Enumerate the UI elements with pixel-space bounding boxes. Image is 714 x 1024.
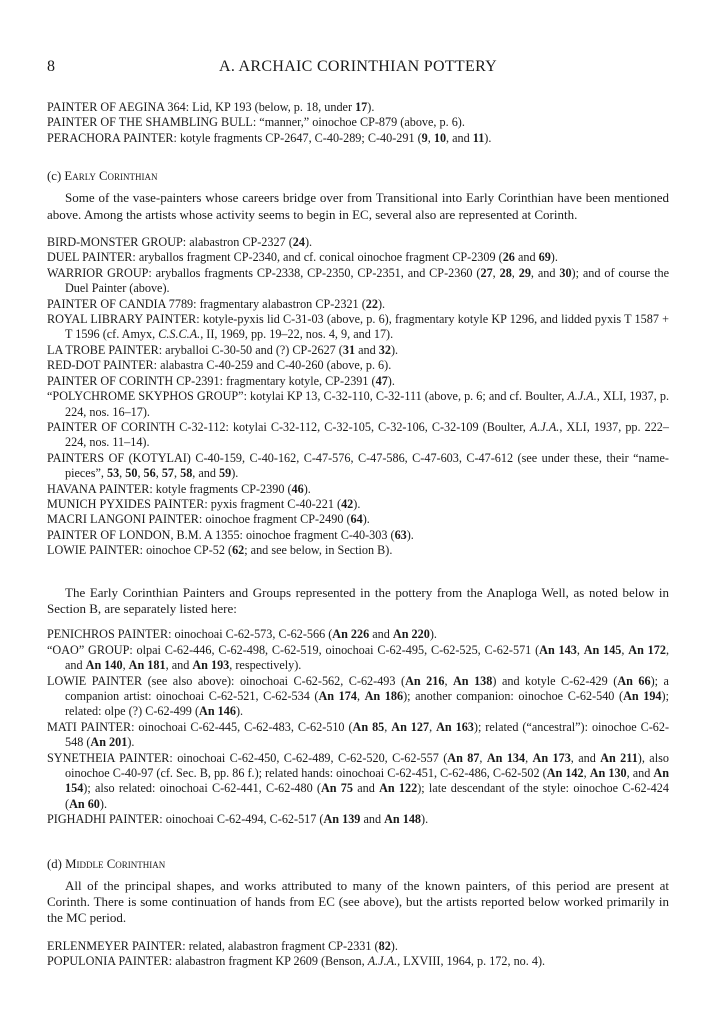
painter-entry: PAINTER OF CORINTH CP-2391: fragmentary kotyle, CP-2391 (47). [47,373,395,388]
page-number: 8 [47,58,55,75]
painter-entry: SYNETHEIA PAINTER: oinochoai C-62-450, C-62-489, C-62-520, C-62-557 (An 87, An 134, An 173, and An 211), also oinochoe C-40-97 (cf. Sec. B, pp. 86 f.); related hands: oinochoai C-62-451, C-62-486, C-62-502 (An 142, An 130, and An 154); also related: oinochoai C-62-441, C-62-480 (An 75 and An 122); late descendant of the style: oinochoe C-62-424 (An 60). [47,750,669,811]
running-title: A. ARCHAIC CORINTHIAN POTTERY [218,58,498,75]
painter-entry: HAVANA PAINTER: kotyle fragments CP-2390 (46). [47,481,311,496]
painter-entry: PAINTER OF CANDIA 7789: fragmentary alabastron CP-2321 (22). [47,296,386,311]
early-corinthian-painter-list [47,235,669,559]
transitional-painter-list [47,100,669,146]
painter-entry: WARRIOR GROUP: aryballos fragments CP-2338, CP-2350, CP-2351, and CP-2360 (27, 28, 29, and 30); and of course the Duel Painter (above). [47,265,669,296]
painter-entry: LA TROBE PAINTER: aryballoi C-30-50 and (?) CP-2627 (31 and 32). [47,342,399,357]
painter-entry: PENICHROS PAINTER: oinochoai C-62-573, C-62-566 (An 226 and An 220). [47,627,437,642]
painter-entry: BIRD-MONSTER GROUP: alabastron CP-2327 (24). [47,235,313,250]
painter-entry: PAINTER OF THE SHAMBLING BULL: “manner,” oinochoe CP-879 (above, p. 6). [47,115,465,130]
painter-entry: RED-DOT PAINTER: alabastra C-40-259 and C-40-260 (above, p. 6). [47,358,392,373]
painter-entry: LOWIE PAINTER (see also above): oinochoai C-62-562, C-62-493 (An 216, An 138) and kotyle C-62-429 (An 66); a companion artist: oinochoai C-62-521, C-62-534 (An 174, An 186); another companion: oinochoe C-62-540 (An 194); related: olpe (?) C-62-499 (An 146). [47,673,669,719]
painter-entry: PIGHADHI PAINTER: oinochoai C-62-494, C-62-517 (An 139 and An 148). [47,812,429,827]
painter-entry: DUEL PAINTER: aryballos fragment CP-2340, and cf. conical oinochoe fragment CP-2309 (26 and 69). [47,250,558,265]
painter-entry: MATI PAINTER: oinochoai C-62-445, C-62-483, C-62-510 (An 85, An 127, An 163); related (“ancestral”): oinochoe C-62-548 (An 201). [47,719,669,750]
anaploga-painter-list [47,627,669,827]
painter-entry: PAINTER OF AEGINA 364: Lid, KP 193 (below, p. 18, under 17). [47,100,375,114]
painter-entry: PAINTER OF CORINTH C-32-112: kotylai C-32-112, C-32-105, C-32-106, C-32-109 (Boulter, A.J.A., XLI, 1937, pp. 222–224, nos. 11–14). [47,419,669,450]
page-header [47,58,669,80]
document-page [47,58,669,970]
section-heading-early-corinthian: (c) Early Corinthian [47,169,158,184]
painter-entry: PERACHORA PAINTER: kotyle fragments CP-2647, C-40-289; C-40-291 (9, 10, and 11). [47,130,492,145]
anaploga-intro-paragraph: The Early Corinthian Painters and Groups represented in the pottery from the Anaploga Well, as noted below in Section B, are separately listed here: [47,584,669,616]
painter-entry: MACRI LANGONI PAINTER: oinochoe fragment CP-2490 (64). [47,512,370,527]
section-intro-paragraph: All of the principal shapes, and works attributed to many of the known painters, of this period are present at Corinth. There is some continuation of hands from EC (see above), but the artists reported below worked primarily in the MC period. [47,877,669,926]
painter-entry: LOWIE PAINTER: oinochoe CP-52 (62; and see below, in Section B). [47,543,393,558]
painter-entry: “POLYCHROME SKYPHOS GROUP”: kotylai KP 13, C-32-110, C-32-111 (above, p. 6; and cf. Boulter, A.J.A., XLI, 1937, p. 224, nos. 16–17). [47,389,670,419]
section-intro-paragraph: Some of the vase-painters whose careers bridge over from Transitional into Early Corinthian have been mentioned above. Among the artists whose activity seems to begin in EC, several also are represented at Corinth. [47,190,669,222]
painter-entry: PAINTERS OF (KOTYLAI) C-40-159, C-40-162, C-47-576, C-47-586, C-47-603, C-47-612 (see under these, their “name-pieces”, 53, 50, 56, 57, 58, and 59). [47,450,669,481]
middle-corinthian-painter-list [47,939,669,970]
section-heading-middle-corinthian: (d) Middle Corinthian [47,856,166,871]
painter-entry: POPULONIA PAINTER: alabastron fragment KP 2609 (Benson, A.J.A., LXVIII, 1964, p. 172, no. 4). [47,954,546,969]
painter-entry: MUNICH PYXIDES PAINTER: pyxis fragment C-40-221 (42). [47,496,361,511]
painter-entry: ROYAL LIBRARY PAINTER: kotyle-pyxis lid C-31-03 (above, p. 6), fragmentary kotyle KP 1296, and lidded pyxis T 1587 + T 1596 (cf. Amyx, C.S.C.A., II, 1969, pp. 19–22, nos. 4, 9, and 17). [47,312,669,342]
painter-entry: PAINTER OF LONDON, B.M. A 1355: oinochoe fragment C-40-303 (63). [47,527,414,542]
painter-entry: ERLENMEYER PAINTER: related, alabastron fragment CP-2331 (82). [47,938,398,953]
painter-entry: “OAO” GROUP: olpai C-62-446, C-62-498, C-62-519, oinochoai C-62-495, C-62-525, C-62-571 (An 143, An 145, An 172, and An 140, An 181, and An 193, respectively). [47,642,669,673]
